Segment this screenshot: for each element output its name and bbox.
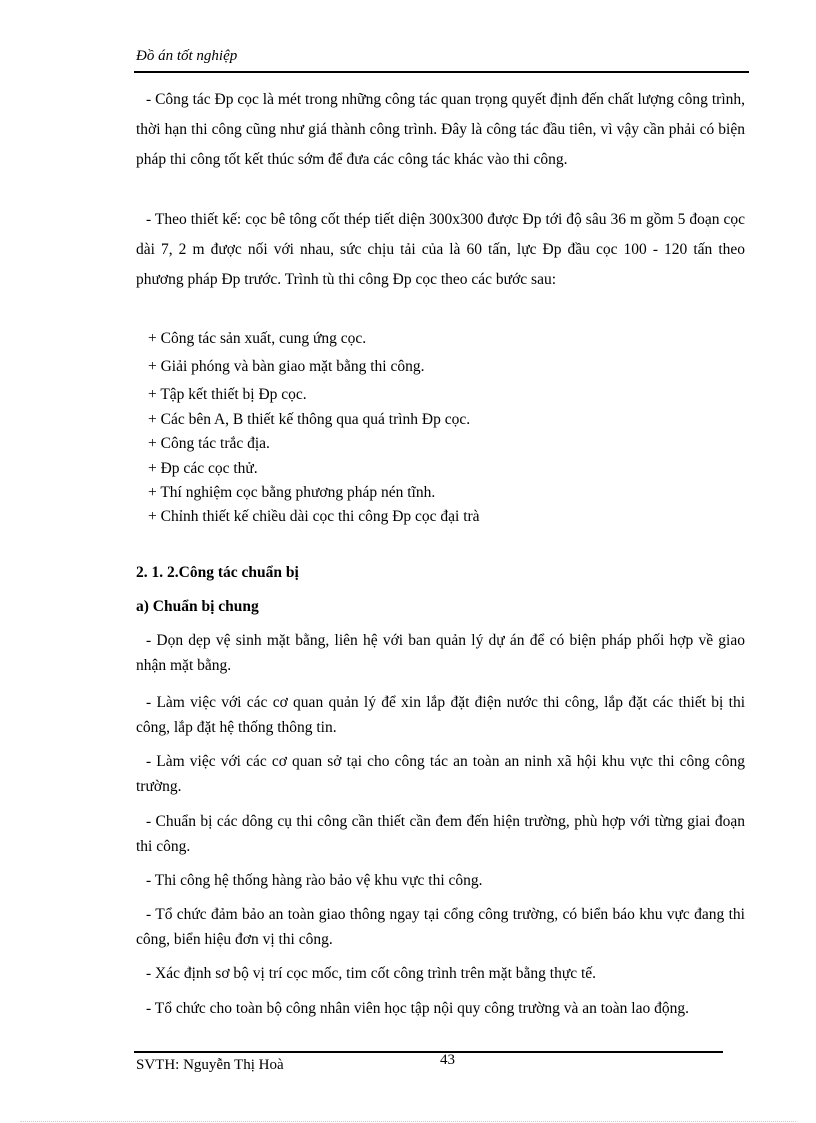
page-number: 43: [440, 1052, 455, 1068]
step-item: + Thí nghiệm cọc bằng phương pháp nén tĩnh.: [148, 484, 436, 501]
step-item: + Chỉnh thiết kế chiều dài cọc thi công Đp cọc đại trà: [148, 508, 480, 525]
footer-author: SVTH: Nguyễn Thị Hoà: [136, 1057, 284, 1073]
prep-paragraph-6: - Tổ chức đảm bảo an toàn giao thông ngay tại cổng công trường, có biển báo khu vực đang thi công, biển hiệu đơn vị thi công.: [136, 906, 745, 948]
footer-rule: [134, 1051, 723, 1053]
subsection-heading: a) Chuẩn bị chung: [136, 598, 259, 615]
step-item: + Công tác sản xuất, cung ứng cọc.: [148, 330, 367, 347]
prep-paragraph-4: - Chuẩn bị các dông cụ thi công cần thiết cần đem đến hiện trường, phù hợp với từng giai đoạn thi công.: [136, 813, 745, 855]
prep-paragraph-1: - Dọn dẹp vệ sinh mặt bằng, liên hệ với ban quản lý dự án để có biện pháp phối hợp về giao nhận mặt bằng.: [136, 632, 745, 674]
prep-paragraph-8: - Tổ chức cho toàn bộ công nhân viên học tập nội quy công trường và an toàn lao động.: [146, 1000, 689, 1017]
step-item: + Giải phóng và bàn giao mặt bằng thi công.: [148, 358, 425, 375]
intro-paragraph-2: - Theo thiết kế: cọc bê tông cốt thép tiết diện 300x300 được Đp tới độ sâu 36 m gồm 5 đoạn cọc dài 7, 2 m được nối với nhau, sức chịu tải của là 60 tấn, lực Đp đầu cọc 100 - 120 tấn theo phương pháp Đp trước. Trình tù thi công Đp cọc theo các bước sau:: [136, 211, 745, 288]
section-heading: 2. 1. 2.Công tác chuẩn bị: [136, 564, 299, 581]
page-edge: [20, 1121, 796, 1122]
step-item: + Các bên A, B thiết kế thông qua quá trình Đp cọc.: [148, 411, 471, 428]
intro-paragraph-1: - Công tác Đp cọc là mét trong những công tác quan trọng quyết định đến chất lượng công trình, thời hạn thi công cũng như giá thành công trình. Đây là công tác đầu tiên, vì vậy cần phải có biện pháp thi công tốt kết thúc sớm để đưa các công tác khác vào thi công.: [136, 91, 745, 168]
prep-paragraph-7: - Xác định sơ bộ vị trí cọc mốc, tim cốt công trình trên mặt bằng thực tế.: [146, 965, 597, 982]
step-item: + Đp các cọc thử.: [148, 460, 258, 477]
step-item: + Công tác trắc địa.: [148, 435, 270, 452]
prep-paragraph-5: - Thi công hệ thống hàng rào bảo vệ khu vực thi công.: [146, 872, 483, 889]
step-item: + Tập kết thiết bị Đp cọc.: [148, 386, 307, 403]
page-header-title: Đồ án tốt nghiệp: [136, 48, 238, 64]
header-rule: [134, 71, 749, 73]
prep-paragraph-2: - Làm việc với các cơ quan quản lý để xin lắp đặt điện nước thi công, lắp đặt các thiết bị thi công, lắp đặt hệ thống thông tin.: [136, 694, 745, 736]
prep-paragraph-3: - Làm việc với các cơ quan sở tại cho công tác an toàn an ninh xã hội khu vực thi công công trường.: [136, 753, 745, 795]
